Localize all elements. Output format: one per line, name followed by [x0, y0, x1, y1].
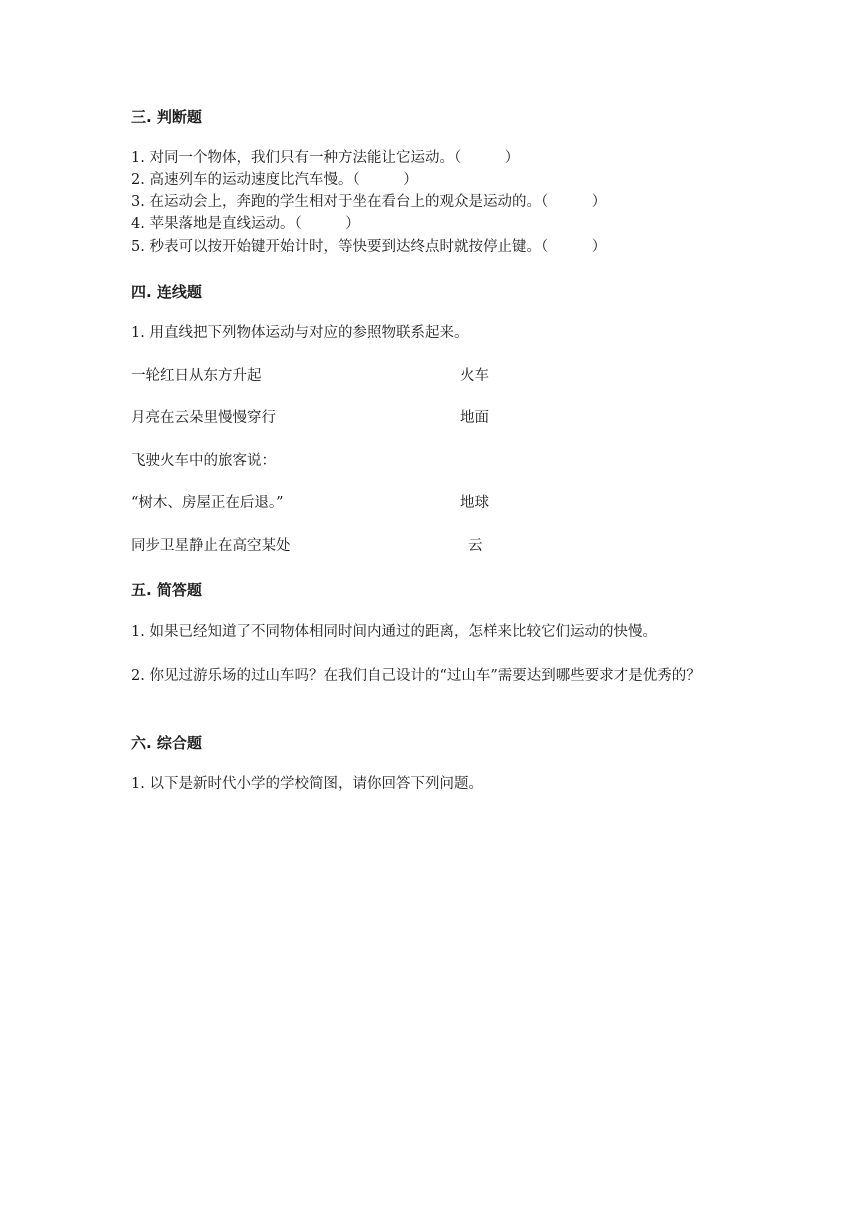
- short-answer-item-2: 2. 你见过游乐场的过山车吗？在我们自己设计的“过山车”需要达到哪些要求才是优秀的？: [131, 668, 701, 684]
- true-false-item-1: 1. 对同一个物体，我们只有一种方法能让它运动。（ ）: [131, 150, 520, 166]
- matching-right-2: 地面: [460, 410, 489, 426]
- true-false-item-2: 2. 高速列车的运动速度比汽车慢。（ ）: [131, 172, 418, 188]
- comprehensive-question: 1. 以下是新时代小学的学校简图，请你回答下列问题。: [131, 776, 483, 792]
- matching-question: 1. 用直线把下列物体运动与对应的参照物联系起来。: [131, 325, 469, 341]
- short-answer-item-1: 1. 如果已经知道了不同物体相同时间内通过的距离，怎样来比较它们运动的快慢。: [131, 624, 657, 640]
- matching-right-4: 云: [468, 538, 483, 554]
- section-5-heading: 五. 简答题: [131, 581, 202, 599]
- section-6-heading: 六. 综合题: [131, 734, 202, 752]
- matching-right-1: 火车: [460, 368, 489, 384]
- matching-right-3: 地球: [460, 495, 489, 511]
- matching-left-2: 月亮在云朵里慢慢穿行: [131, 410, 276, 426]
- true-false-item-4: 4. 苹果落地是直线运动。（ ）: [131, 216, 360, 232]
- true-false-item-5: 5. 秒表可以按开始键开始计时，等快要到达终点时就按停止键。（ ）: [131, 239, 607, 255]
- matching-left-4: “树木、房屋正在后退。”: [131, 495, 284, 511]
- matching-left-5: 同步卫星静止在高空某处: [131, 538, 291, 554]
- matching-left-3: 飞驶火车中的旅客说：: [131, 453, 276, 469]
- section-4-heading: 四. 连线题: [131, 283, 202, 301]
- matching-left-1: 一轮红日从东方升起: [131, 368, 262, 384]
- section-3-heading: 三. 判断题: [131, 108, 202, 126]
- true-false-item-3: 3. 在运动会上，奔跑的学生相对于坐在看台上的观众是运动的。（ ）: [131, 194, 607, 210]
